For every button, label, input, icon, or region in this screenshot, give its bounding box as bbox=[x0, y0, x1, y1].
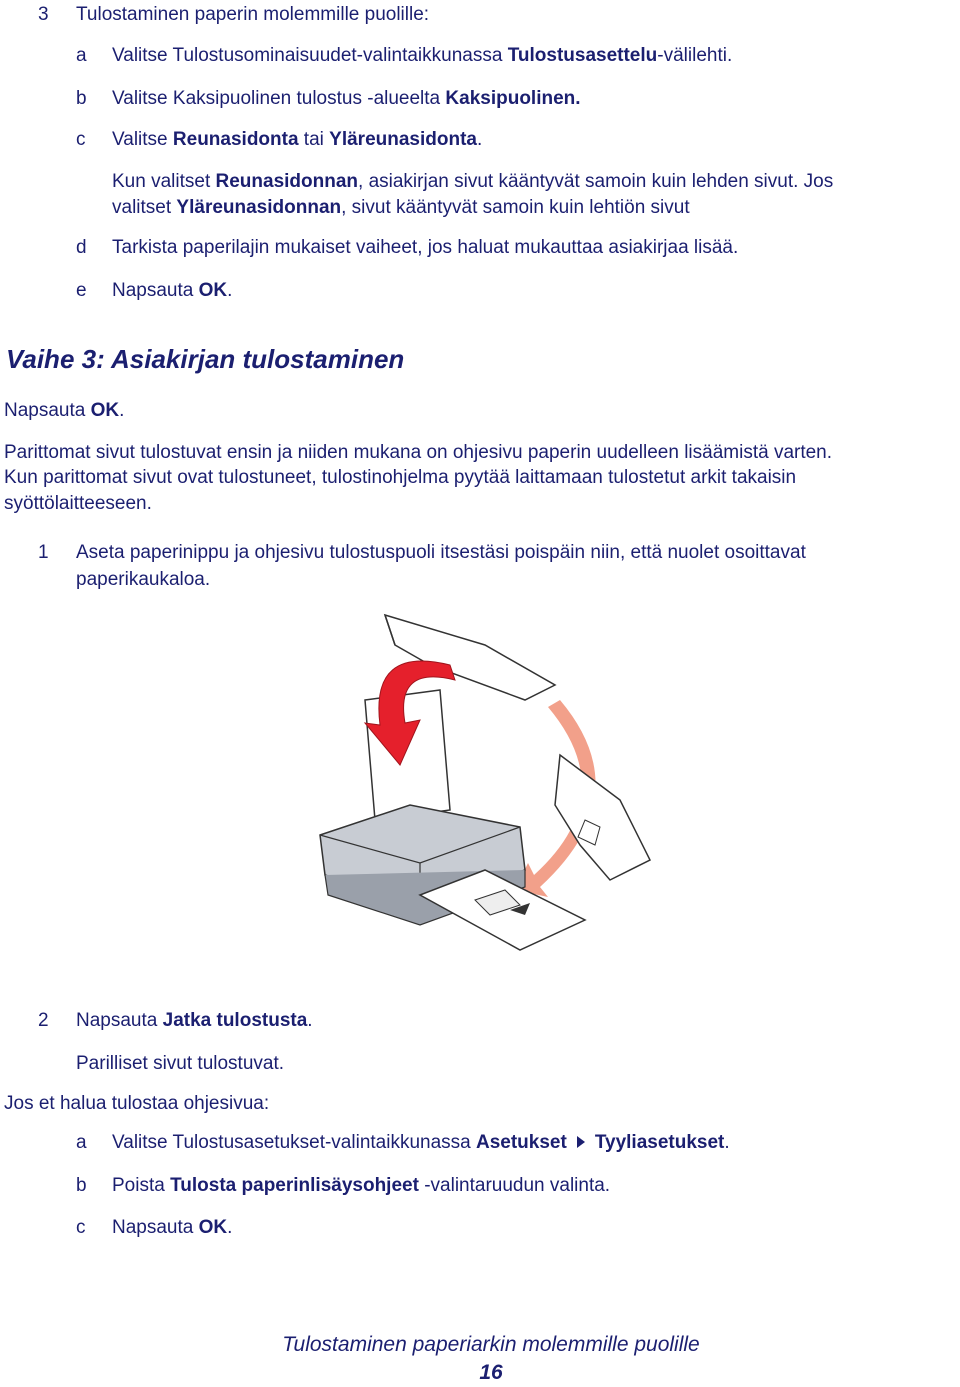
list-item: Valitse Reunasidonta tai Yläreunasidonta. bbox=[112, 129, 483, 150]
sheet-top-icon bbox=[385, 615, 555, 700]
step-number: 2 bbox=[38, 1010, 49, 1031]
step-text: Napsauta Jatka tulostusta. bbox=[76, 1010, 313, 1031]
list-item: Valitse Tulostusasetukset-valintaikkunassa Asetukset Tyyliasetukset. bbox=[112, 1132, 730, 1153]
section-heading: Vaihe 3: Asiakirjan tulostaminen bbox=[6, 344, 405, 374]
paragraph-line: Parittomat sivut tulostuvat ensin ja niiden mukana on ohjesivu paperin uudelleen lisäämistä varten. bbox=[4, 442, 833, 463]
list-letter: c bbox=[76, 1217, 86, 1238]
list-letter: a bbox=[76, 45, 87, 66]
list-letter: e bbox=[76, 280, 87, 301]
list-letter: d bbox=[76, 237, 87, 258]
list-letter: c bbox=[76, 129, 86, 150]
step-number: 1 bbox=[38, 542, 49, 563]
paragraph-line: Kun parittomat sivut ovat tulostuneet, tulostinohjelma pyytää laittamaan tulostetut arkit takaisin bbox=[4, 467, 797, 488]
step-text: paperikaukaloa. bbox=[76, 569, 211, 590]
printer-illustration bbox=[310, 605, 670, 985]
note-line: valitset Yläreunasidonnan, sivut kääntyvät samoin kuin lehtiön sivut bbox=[112, 197, 690, 218]
list-letter: b bbox=[76, 88, 87, 109]
list-item: Tarkista paperilajin mukaiset vaiheet, jos haluat mukauttaa asiakirjaa lisää. bbox=[112, 237, 739, 258]
step-text: Aseta paperinippu ja ohjesivu tulostuspuoli itsestäsi poispäin niin, että nuolet osoittavat bbox=[76, 542, 806, 563]
list-item: Valitse Tulostusominaisuudet-valintaikkunassa Tulostusasettelu-välilehti. bbox=[112, 45, 733, 66]
list-letter: a bbox=[76, 1132, 87, 1153]
menu-arrow-icon bbox=[577, 1136, 585, 1148]
sheet-right-icon bbox=[555, 755, 650, 880]
note-line: Kun valitset Reunasidonnan, asiakirjan sivut kääntyvät samoin kuin lehden sivut. Jos bbox=[112, 171, 834, 192]
step-number: 3 bbox=[38, 4, 49, 25]
paragraph-line: Jos et halua tulostaa ohjesivua: bbox=[4, 1093, 270, 1114]
paragraph-line: syöttölaitteeseen. bbox=[4, 493, 152, 514]
page-number: 16 bbox=[479, 1361, 503, 1384]
section-title: Tulostaminen paperin molemmille puolille: bbox=[76, 4, 430, 25]
footer-title: Tulostaminen paperiarkin molemmille puolille bbox=[282, 1333, 700, 1356]
list-item: Napsauta OK. bbox=[112, 1217, 233, 1238]
sheet-loaded-icon bbox=[365, 690, 450, 820]
instruction: Napsauta OK. bbox=[4, 400, 125, 421]
list-item: Napsauta OK. bbox=[112, 280, 233, 301]
list-letter: b bbox=[76, 1175, 87, 1196]
step-subtext: Parilliset sivut tulostuvat. bbox=[76, 1053, 285, 1074]
list-item: Valitse Kaksipuolinen tulostus -alueelta Kaksipuolinen. bbox=[112, 88, 581, 109]
list-item: Poista Tulosta paperinlisäysohjeet -valintaruudun valinta. bbox=[112, 1175, 611, 1196]
